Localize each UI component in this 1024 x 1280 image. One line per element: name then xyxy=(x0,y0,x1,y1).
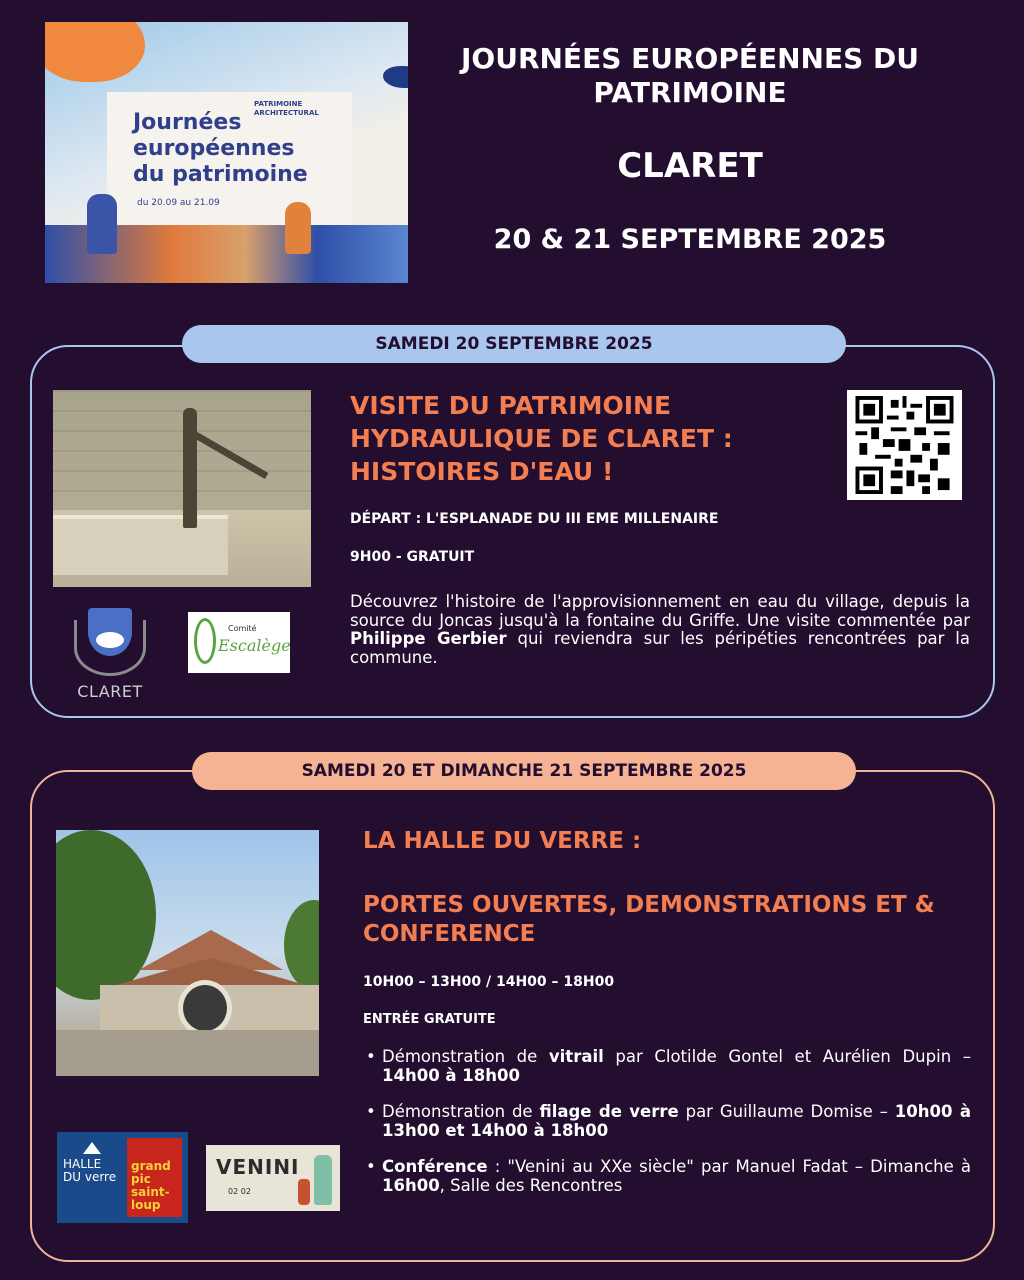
poster-subtitle: PATRIMOINE ARCHITECTURAL xyxy=(254,100,319,117)
list-item: • Démonstration de vitrail par Clotilde Gontel et Aurélien Dupin – 14h00 à 18h00 xyxy=(363,1048,971,1085)
claret-logo xyxy=(72,608,148,702)
halle-du-verre-logo xyxy=(57,1132,188,1223)
poster-image xyxy=(45,22,408,283)
claret-logo-label: CLARET xyxy=(77,682,143,701)
list-item: • Conférence : "Venini au XXe siècle" par Manuel Fadat – Dimanche à 16h00, Salle des Rencontres xyxy=(363,1158,971,1195)
page-title: JOURNÉES EUROPÉENNES DU PATRIMOINE xyxy=(460,42,919,109)
event-dates: 20 & 21 SEPTEMBRE 2025 xyxy=(493,224,887,255)
figure-illustration xyxy=(285,202,311,254)
poster-title: Journées européennes du patrimoine xyxy=(133,110,308,187)
halle-du-verre-photo xyxy=(56,830,319,1076)
event-hours: 10H00 – 13H00 / 14H00 – 18H00 xyxy=(363,974,615,990)
town-name: CLARET xyxy=(617,146,763,186)
guide-name: Philippe Gerbier xyxy=(350,629,507,648)
date-pill-saturday: SAMEDI 20 SEPTEMBRE 2025 xyxy=(182,325,846,363)
escalege-logo xyxy=(188,612,290,673)
activity-list xyxy=(363,1048,971,1213)
escalege-logo-text: Comité xyxy=(228,624,257,633)
event-title-halle: LA HALLE DU VERRE : xyxy=(363,828,642,854)
halle-logo-text: HALLE DU verre xyxy=(63,1157,117,1184)
figure-illustration xyxy=(87,194,117,254)
event-subtitle-halle: PORTES OUVERTES, DEMONSTRATIONS ET & CONFERENCE xyxy=(363,892,935,947)
event-departure: DÉPART : L'ESPLANADE DU III EME MILLENAIRE xyxy=(350,511,719,527)
event-entry: ENTRÉE GRATUITE xyxy=(363,1012,496,1027)
qr-code[interactable] xyxy=(847,390,962,500)
poster-dates: du 20.09 au 21.09 xyxy=(137,198,220,208)
qr-code-icon xyxy=(853,396,956,494)
escalege-logo-name: Escalège xyxy=(218,636,291,655)
event-title-water-heritage: VISITE DU PATRIMOINE HYDRAULIQUE DE CLARET : HISTOIRES D'EAU ! xyxy=(350,391,733,486)
venini-logo xyxy=(206,1145,340,1211)
event-description: Découvrez l'histoire de l'approvisionnement en eau du village, depuis la source du Joncas jusqu'à la fontaine du Griffe. Une visite commentée par Philippe Gerbier qui reviendra sur les péripéties rencontrées par la commune. xyxy=(350,592,970,667)
event-time-price: 9H00 - GRATUIT xyxy=(350,549,475,565)
pic-saint-loup-logo-text: grand pic saint-loup xyxy=(131,1159,171,1212)
water-pump-photo xyxy=(53,390,311,587)
venini-logo-text: VENINI xyxy=(216,1155,300,1179)
list-item: • Démonstration de filage de verre par Guillaume Domise – 10h00 à 13h00 et 14h00 à 18h00 xyxy=(363,1103,971,1140)
date-pill-weekend: SAMEDI 20 ET DIMANCHE 21 SEPTEMBRE 2025 xyxy=(192,752,856,790)
venini-logo-date: 02 02 xyxy=(228,1187,251,1196)
